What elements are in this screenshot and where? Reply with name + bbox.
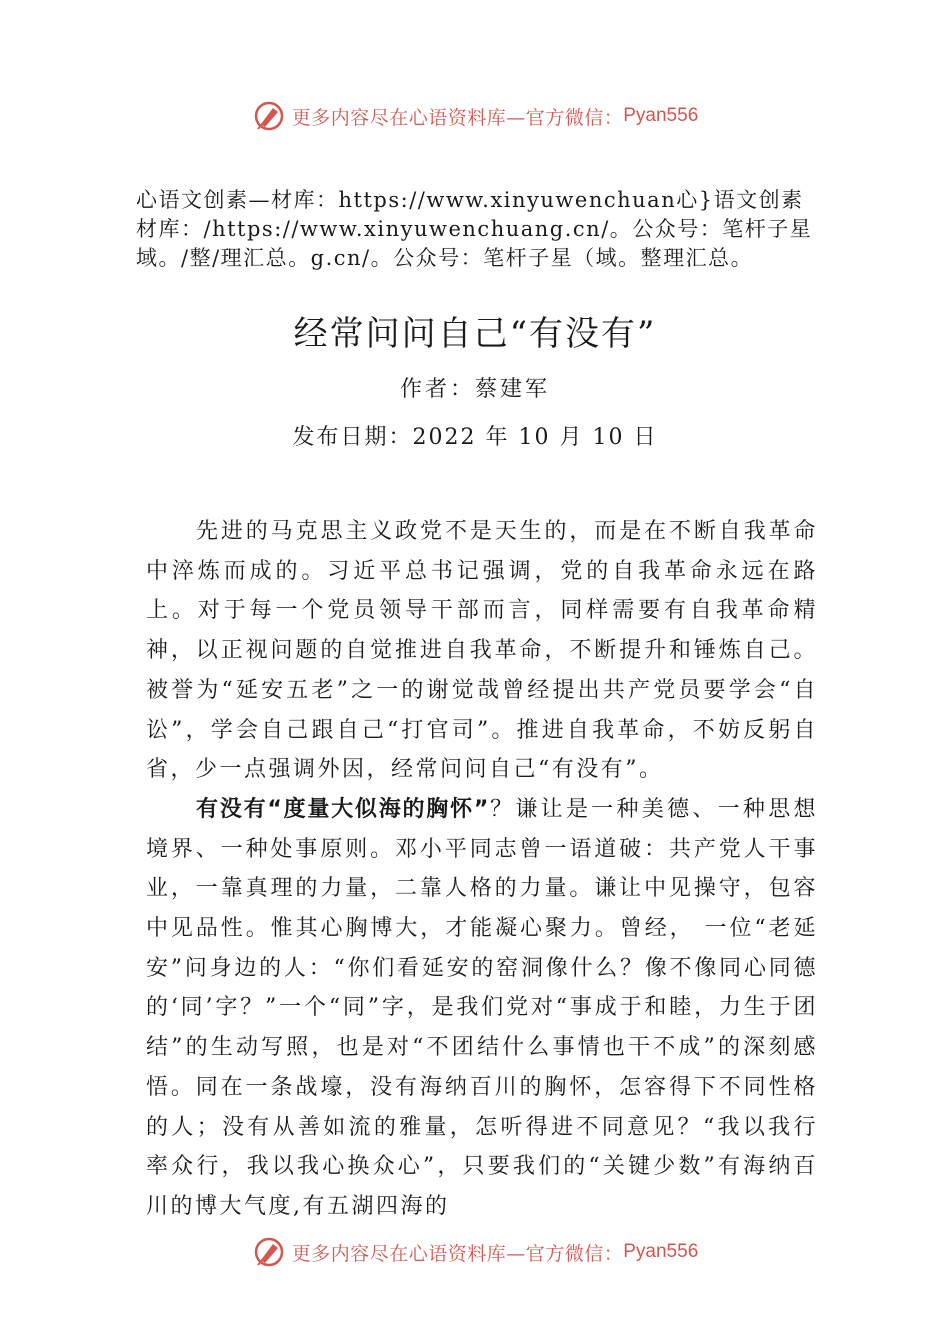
- article-body: [146, 512, 818, 1227]
- footer-banner: [0, 1232, 950, 1272]
- publish-date: 发布日期：2022 年 10 月 10 日: [292, 425, 658, 450]
- banner-text: 更多内容尽在心语资料库—官方微信：: [291, 1242, 624, 1265]
- header-banner: [0, 96, 950, 136]
- banner-text: 更多内容尽在心语资料库—官方微信：: [291, 106, 624, 129]
- paragraph-2-text: ？谦让是一种美德、一种思想境界、一种处事原则。邓小平同志曾一语道破：共产党人干事业，一靠真理的力量，二靠人格的力量。谦让中见操守，包容中见品性。惟其心胸博大，才能凝心聚力。曾经， 一位“老延安”问身边的人：“你们看延安的窑洞像什么？像不像同心同德的‘同’字？”一个“同”字，是我们党对“事成于和睦，力生于团结”的生动写照，也是对“不团结什么事情也干不成”的深刻感悟。同在一条战壕，没有海纳百川的胸怀，怎容得下不同性格的人；没有从善如流的雅量，怎听得进不同意见？“我以我行率众行，我以我心换众心”，只要我们的“关键少数”有海纳百川的博大气度,有五湖四海的: [146, 796, 818, 1219]
- article-title: 经常问问自己“有没有”: [293, 314, 657, 354]
- intro-text: 心语文创素—材库：https://www.xinyuwenchuan心}语文创素材库：/https://www.xinyuwenchuang.cn/。公众号：笔杆子星域。/整/理汇总。g.cn/。公众号：笔杆子星（域。整理汇总。: [136, 188, 813, 270]
- paragraph-2: [146, 790, 818, 1227]
- banner-wechat-id: Pyan556: [623, 105, 699, 126]
- paragraph-1: 先进的马克思主义政党不是天生的，而是在不断自我革命中淬炼而成的。习近平总书记强调，党的自我革命永远在路上。对于每一个党员领导干部而言，同样需要有自我革命精神，以正视问题的自觉推进自我革命，不断提升和锤炼自己。被誉为“延安五老”之一的谢觉哉曾经提出共产党员要学会“自讼”，学会自己跟自己“打官司”。推进自我革命，不妨反躬自省，少一点强调外因，经常问问自己“有没有”。: [146, 519, 818, 783]
- article-author: 作者：蔡建军: [399, 377, 550, 402]
- pen-nib-icon: [252, 99, 286, 133]
- pen-nib-icon: [252, 1235, 286, 1269]
- paragraph-2-heading: 有没有“度量大似海的胸怀”: [196, 796, 490, 822]
- banner-wechat-id: Pyan556: [623, 1241, 699, 1262]
